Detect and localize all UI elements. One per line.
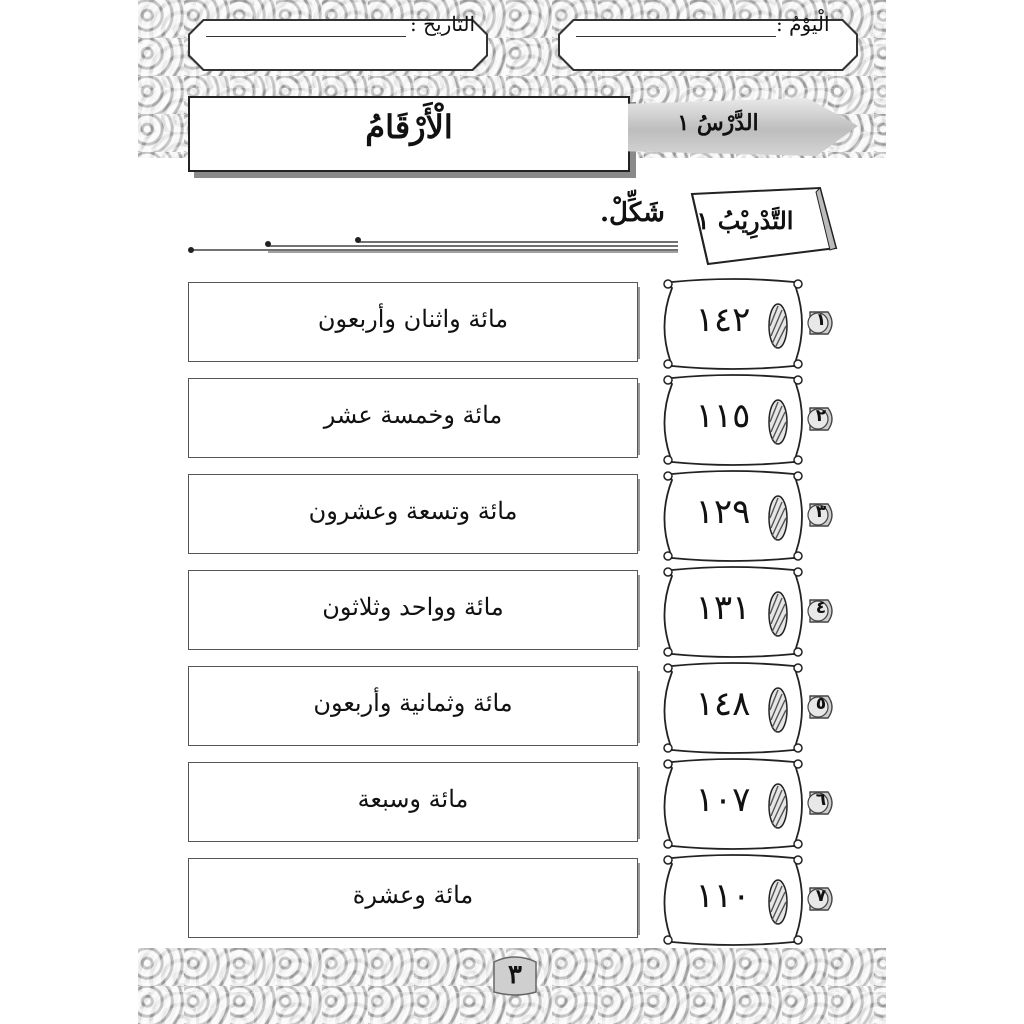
exercise-row (138, 666, 886, 750)
day-line (576, 36, 776, 37)
answer-box[interactable] (188, 762, 638, 842)
exercise-instruction: شَكِّلْ. (600, 198, 665, 228)
number-digits: ١٤٨ (695, 684, 751, 724)
number-digits: ١١٠ (695, 876, 751, 916)
striped-tag-icon (769, 400, 787, 444)
striped-tag-icon (769, 784, 787, 828)
exercise-row (138, 858, 886, 942)
date-line (206, 36, 406, 37)
number-digits: ١١٥ (695, 396, 751, 436)
answer-box[interactable] (188, 570, 638, 650)
exercise-row (138, 378, 886, 462)
number-digits: ١٠٧ (695, 780, 751, 820)
exercise-row (138, 282, 886, 366)
number-digits: ١٣١ (695, 588, 751, 628)
lesson-label: الدَّرْسُ ١ (677, 110, 759, 136)
row-index: ٤ (815, 598, 827, 618)
striped-tag-icon (769, 496, 787, 540)
row-index: ١ (815, 310, 827, 330)
row-index: ٢ (815, 406, 827, 426)
row-index: ٥ (815, 694, 827, 714)
decorative-lines (188, 234, 678, 260)
number-digits: ١٢٩ (695, 492, 751, 532)
answer-box[interactable] (188, 858, 638, 938)
number-words: مائة وثمانية وأربعون (313, 689, 513, 717)
striped-tag-icon (769, 592, 787, 636)
date-label: التاريخ : (410, 12, 476, 36)
exercise-row (138, 570, 886, 654)
exercise-row (138, 762, 886, 846)
number-words: مائة وخمسة عشر (323, 401, 503, 429)
row-index: ٦ (815, 790, 827, 810)
number-words: مائة وواحد وثلاثون (322, 593, 504, 621)
number-digits: ١٤٢ (695, 300, 751, 340)
worksheet-page (138, 0, 886, 1024)
day-label: الْيَوْمُ : (776, 12, 830, 36)
striped-tag-icon (769, 688, 787, 732)
number-words: مائة وتسعة وعشرون (308, 497, 518, 525)
title-box (188, 96, 630, 172)
exercise-row (138, 474, 886, 558)
exercise-label: التَّدْرِيْبُ ١ (696, 206, 794, 235)
page-title: الْأَرْقَامُ (365, 108, 453, 146)
striped-tag-icon (769, 880, 787, 924)
answer-box[interactable] (188, 378, 638, 458)
row-index: ٧ (815, 886, 827, 906)
answer-box[interactable] (188, 282, 638, 362)
number-words: مائة وعشرة (352, 881, 474, 909)
striped-tag-icon (769, 304, 787, 348)
number-words: مائة واثنان وأربعون (317, 305, 509, 333)
row-index: ٣ (815, 502, 827, 522)
page-number: ٣ (508, 960, 522, 990)
answer-box[interactable] (188, 666, 638, 746)
answer-box[interactable] (188, 474, 638, 554)
number-words: مائة وسبعة (357, 785, 469, 813)
